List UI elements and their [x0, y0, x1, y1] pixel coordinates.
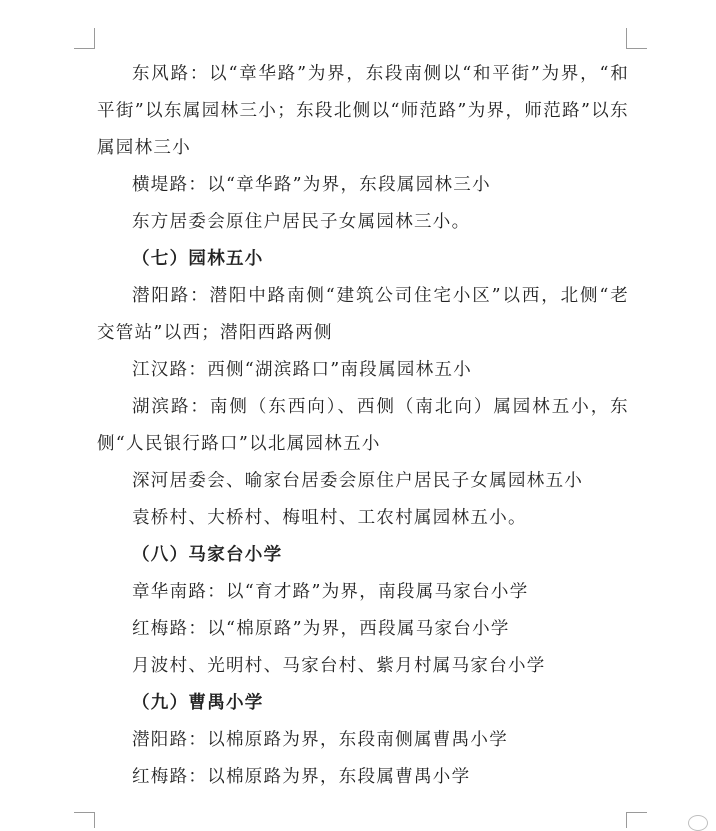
paragraph-shenhe-committee: 深河居委会、喻家台居委会原住户居民子女属园林五小 [132, 471, 584, 491]
paragraph-villages-majiatai: 月波村、光明村、马家台村、紫月村属马家台小学 [132, 656, 546, 676]
paragraph-hubin-road: 湖滨路：南侧（东西向）、西侧（南北向）属园林五小，东侧“人民银行路口”以北属园林五小 [97, 397, 629, 454]
paragraph-hongmei-road-east: 红梅路：以棉原路为界，东段属曹禺小学 [132, 767, 471, 787]
section-heading-yuanlin-5: （七）园林五小 [132, 249, 264, 269]
document-body [97, 56, 629, 796]
paragraph-jianghan-road: 江汉路：西侧“湖滨路口”南段属园林五小 [132, 360, 473, 380]
wechat-logo-icon [688, 815, 708, 831]
paragraph-villages-yuanlin-5: 袁桥村、大桥村、梅咀村、工农村属园林五小。 [132, 508, 527, 528]
paragraph-hengdi-road: 横堤路：以“章华路”为界，东段属园林三小 [132, 175, 491, 195]
section-heading-caoyu: （九）曹禺小学 [132, 693, 264, 713]
paragraph-qianyang-road-east: 潜阳路：以棉原路为界，东段南侧属曹禺小学 [132, 730, 508, 750]
paragraph-dongfeng-road: 东风路：以“章华路”为界，东段南侧以“和平街”为界，“和平街”以东属园林三小；东段北侧以“师范路”为界，师范路”以东属园林三小 [97, 64, 629, 158]
crop-mark-top-left [74, 28, 95, 49]
paragraph-hongmei-road-west: 红梅路：以“棉原路”为界，西段属马家台小学 [132, 619, 510, 639]
crop-mark-bottom-left [74, 812, 95, 828]
paragraph-zhanghua-south-road: 章华南路：以“育才路”为界，南段属马家台小学 [132, 582, 529, 602]
paragraph-qianyang-road: 潜阳路：潜阳中路南侧“建筑公司住宅小区”以西，北侧“老交管站”以西；潜阳西路两侧 [97, 286, 629, 343]
watermark [688, 815, 708, 831]
section-heading-majiatai: （八）马家台小学 [132, 545, 283, 565]
paragraph-dongfang-committee: 东方居委会原住户居民子女属园林三小。 [132, 212, 471, 232]
crop-mark-top-right [626, 28, 647, 49]
crop-mark-bottom-right [626, 812, 647, 828]
